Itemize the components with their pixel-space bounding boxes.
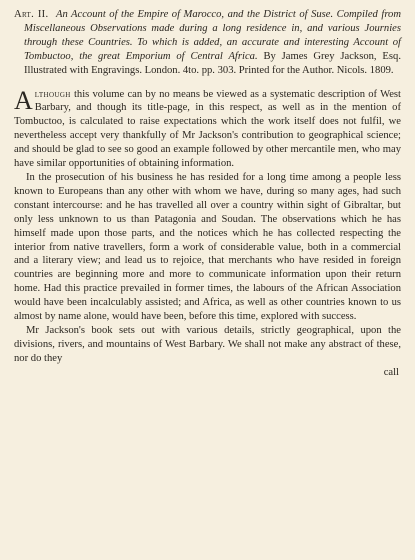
paragraph-3-text: Mr Jackson's book sets out with various details, strictly geographical, upon the divisions, rivers, and mountains of West Barbary. We shall not make any abstract of these, nor do they	[14, 324, 401, 364]
book-title: An Account of the Empire of Marocco, and the District of Suse. Compiled from Miscellaneous Observations made during a long residence in, and various Journies through these Countries. To which is added, an accurate and interesting Account of Tombuctoo, the great Emporium of Central Africa.	[24, 9, 401, 62]
article-label: Art. II.	[14, 9, 49, 20]
paragraph-1	[14, 85, 401, 171]
paragraph-3	[14, 324, 401, 366]
lead-word: lthough	[34, 88, 71, 100]
paragraph-1-text: this volume can by no means be viewed as a systematic description of West Barbary, and though its title-page, in this respect, as well as in the mention of Tombuctoo, is calculated to raise expectations which the work itself does not fulfil, we nevertheless accept very thankfully of Mr Jackson's contribution to geographical science; and should be glad to see so good an example followed by other mercantile men, who may have similar opportunities of obtaining information.	[14, 88, 401, 170]
paragraph-2-text: In the prosecution of his business he has resided for a long time among a people less known to Europeans than any other with whom we have, during so many ages, had such constant intercourse: and he has travelled all over a country within sight of Gibraltar, but only less unknown to us than Patagonia and Soudan. The observations which he has himself made upon those parts, and the notices which he has collected respecting the interior from native travellers, form a work of considerable value, both in a commercial and a literary view; and lead us to rejoice, that merchants who have resided in foreign countries are beginning more and more to communicate information upon their return home. Had this practice prevailed in former times, the labours of the African Association would have been incalculably assisted; and Africa, as well as other countries known to us almost by name alone, would have been, before this time, explored with success.	[14, 171, 401, 323]
drop-cap: A	[14, 85, 33, 115]
author-publication-line: By James Grey Jackson, Esq. Illustrated with Engravings. London. 4to. pp. 303. Printed for the Author. Nicols. 1809.	[24, 50, 401, 76]
paragraph-2	[14, 171, 401, 324]
article-header	[14, 8, 401, 78]
catchword: call	[383, 366, 399, 378]
